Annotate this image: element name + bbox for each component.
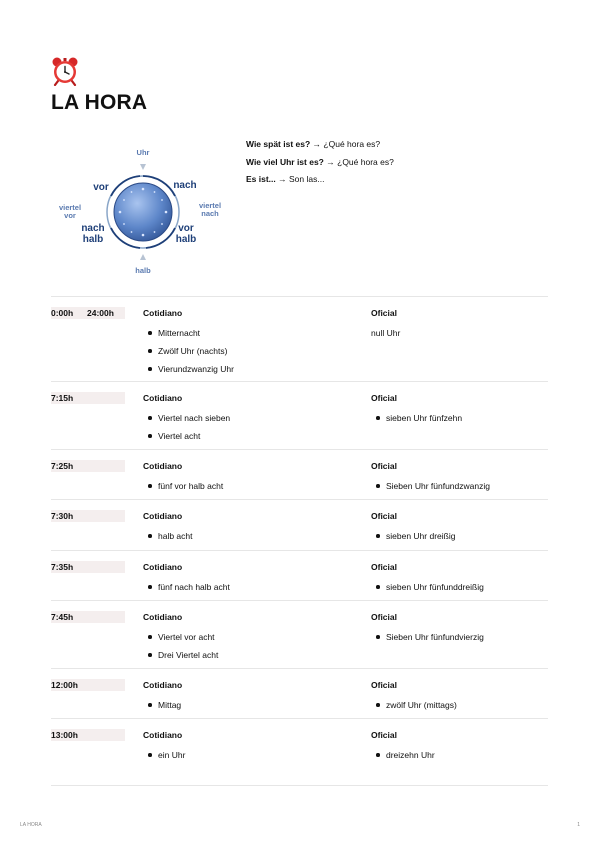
list-item: Sieben Uhr fünfundvierzig — [371, 628, 484, 646]
oficial-value: null Uhr — [371, 328, 401, 338]
clock-label-nach-halb-2: halb — [82, 234, 104, 245]
oficial-list — [371, 746, 435, 764]
time-cell — [51, 679, 125, 691]
list-item: Viertel vor acht — [143, 628, 218, 646]
time-label: 0:00h — [51, 308, 74, 318]
cotidiano-header: Cotidiano — [143, 562, 183, 572]
cotidiano-cell — [143, 392, 230, 445]
arrow-icon: → — [312, 139, 322, 149]
cotidiano-list — [143, 628, 218, 664]
list-item: sieben Uhr fünfunddreißig — [371, 578, 484, 596]
cotidiano-cell — [143, 561, 230, 596]
clock-label-nach: nach — [173, 180, 197, 191]
oficial-cell — [371, 679, 457, 714]
cotidiano-list — [143, 696, 182, 714]
cotidiano-cell — [143, 679, 182, 714]
list-item: ein Uhr — [143, 746, 185, 764]
cotidiano-header: Cotidiano — [143, 308, 183, 318]
oficial-header: Oficial — [371, 730, 397, 740]
list-item: Mittag — [143, 696, 182, 714]
list-item: Viertel nach sieben — [143, 409, 230, 427]
time-table — [51, 296, 548, 786]
oficial-list — [371, 527, 455, 545]
clock-label-viertel-vor-1: viertel — [58, 203, 82, 212]
cotidiano-cell — [143, 307, 234, 378]
list-item: Zwölf Uhr (nachts) — [143, 342, 234, 360]
oficial-header: Oficial — [371, 612, 397, 622]
cotidiano-cell — [143, 510, 193, 545]
table-row — [51, 719, 548, 786]
oficial-list — [371, 477, 490, 495]
table-row — [51, 500, 548, 551]
list-item: sieben Uhr fünfzehn — [371, 409, 462, 427]
table-row — [51, 601, 548, 669]
list-item: Vierundzwanzig Uhr — [143, 360, 234, 378]
clock-label-top: Uhr — [136, 148, 150, 157]
cotidiano-list — [143, 324, 234, 378]
cotidiano-list — [143, 527, 193, 545]
clock-diagram — [50, 140, 230, 280]
phrase-spanish: ¿Qué hora es? — [323, 139, 381, 149]
time-label-alt: 24:00h — [87, 308, 114, 318]
phrase-line — [246, 171, 394, 189]
footer-title: LA HORA — [20, 822, 42, 828]
time-label: 7:15h — [51, 393, 74, 403]
phrase-german: Wie spät ist es? — [246, 139, 311, 149]
list-item: fünf vor halb acht — [143, 477, 223, 495]
page-number: 1 — [577, 822, 580, 828]
table-row — [51, 297, 548, 382]
table-row — [51, 669, 548, 719]
oficial-header: Oficial — [371, 680, 397, 690]
page-title: LA HORA — [51, 91, 148, 114]
cotidiano-header: Cotidiano — [143, 511, 183, 521]
time-cell — [51, 611, 125, 623]
clock-label-vor-halb-1: vor — [178, 223, 194, 234]
clock-label-viertel-vor-2: vor — [64, 211, 76, 220]
oficial-cell — [371, 561, 484, 596]
list-item: halb acht — [143, 527, 193, 545]
clock-label-vor: vor — [93, 182, 109, 193]
cotidiano-header: Cotidiano — [143, 461, 183, 471]
cotidiano-list — [143, 409, 230, 445]
time-cell — [51, 307, 125, 319]
time-label: 7:25h — [51, 461, 74, 471]
oficial-cell — [371, 460, 490, 495]
clock-label-nach-halb-1: nach — [81, 223, 105, 234]
time-label: 12:00h — [51, 680, 78, 690]
oficial-cell — [371, 729, 435, 764]
time-cell — [51, 510, 125, 522]
list-item: zwölf Uhr (mittags) — [371, 696, 457, 714]
clock-label-bottom: halb — [135, 266, 151, 275]
time-label: 7:30h — [51, 511, 74, 521]
alarm-clock-icon — [50, 56, 80, 86]
phrase-list — [246, 136, 394, 189]
cotidiano-header: Cotidiano — [143, 393, 183, 403]
oficial-list — [371, 628, 484, 646]
clock-label-viertel-nach-2: nach — [201, 209, 219, 218]
time-label: 13:00h — [51, 730, 78, 740]
oficial-cell — [371, 510, 455, 545]
oficial-header: Oficial — [371, 393, 397, 403]
time-cell — [51, 392, 125, 404]
cotidiano-header: Cotidiano — [143, 680, 183, 690]
oficial-list — [371, 409, 462, 427]
clock-label-vor-halb-2: halb — [175, 234, 197, 245]
arrow-icon: → — [326, 156, 335, 167]
oficial-list — [371, 578, 484, 596]
list-item: Mitternacht — [143, 324, 234, 342]
table-row — [51, 551, 548, 601]
oficial-cell — [371, 611, 484, 646]
cotidiano-header: Cotidiano — [143, 730, 183, 740]
phrase-line — [246, 154, 394, 172]
cotidiano-list — [143, 578, 230, 596]
list-item: Drei Viertel acht — [143, 646, 218, 664]
time-label: 7:35h — [51, 562, 74, 572]
phrase-spanish: Son las... — [289, 174, 325, 184]
phrase-line — [246, 136, 394, 154]
time-label: 7:45h — [51, 612, 74, 622]
phrase-german: Wie viel Uhr ist es? — [246, 156, 324, 167]
list-item: dreizehn Uhr — [371, 746, 435, 764]
oficial-header: Oficial — [371, 511, 397, 521]
list-item: Sieben Uhr fünfundzwanzig — [371, 477, 490, 495]
time-cell — [51, 460, 125, 472]
table-row — [51, 382, 548, 450]
list-item: Viertel acht — [143, 427, 230, 445]
cotidiano-header: Cotidiano — [143, 612, 183, 622]
phrase-german: Es ist... — [246, 174, 276, 184]
oficial-header: Oficial — [371, 308, 397, 318]
cotidiano-cell — [143, 460, 223, 495]
cotidiano-list — [143, 477, 223, 495]
oficial-cell — [371, 307, 400, 342]
table-row — [51, 450, 548, 500]
list-item: sieben Uhr dreißig — [371, 527, 455, 545]
phrase-spanish: ¿Qué hora es? — [337, 156, 394, 167]
time-cell — [51, 729, 125, 741]
cotidiano-cell — [143, 611, 218, 664]
time-cell — [51, 561, 125, 573]
oficial-header: Oficial — [371, 562, 397, 572]
arrow-icon: → — [278, 174, 287, 184]
list-item: fünf nach halb acht — [143, 578, 230, 596]
oficial-list — [371, 696, 457, 714]
oficial-header: Oficial — [371, 461, 397, 471]
clock-label-viertel-nach-1: viertel — [198, 201, 222, 210]
oficial-cell — [371, 392, 462, 427]
cotidiano-cell — [143, 729, 185, 764]
cotidiano-list — [143, 746, 185, 764]
